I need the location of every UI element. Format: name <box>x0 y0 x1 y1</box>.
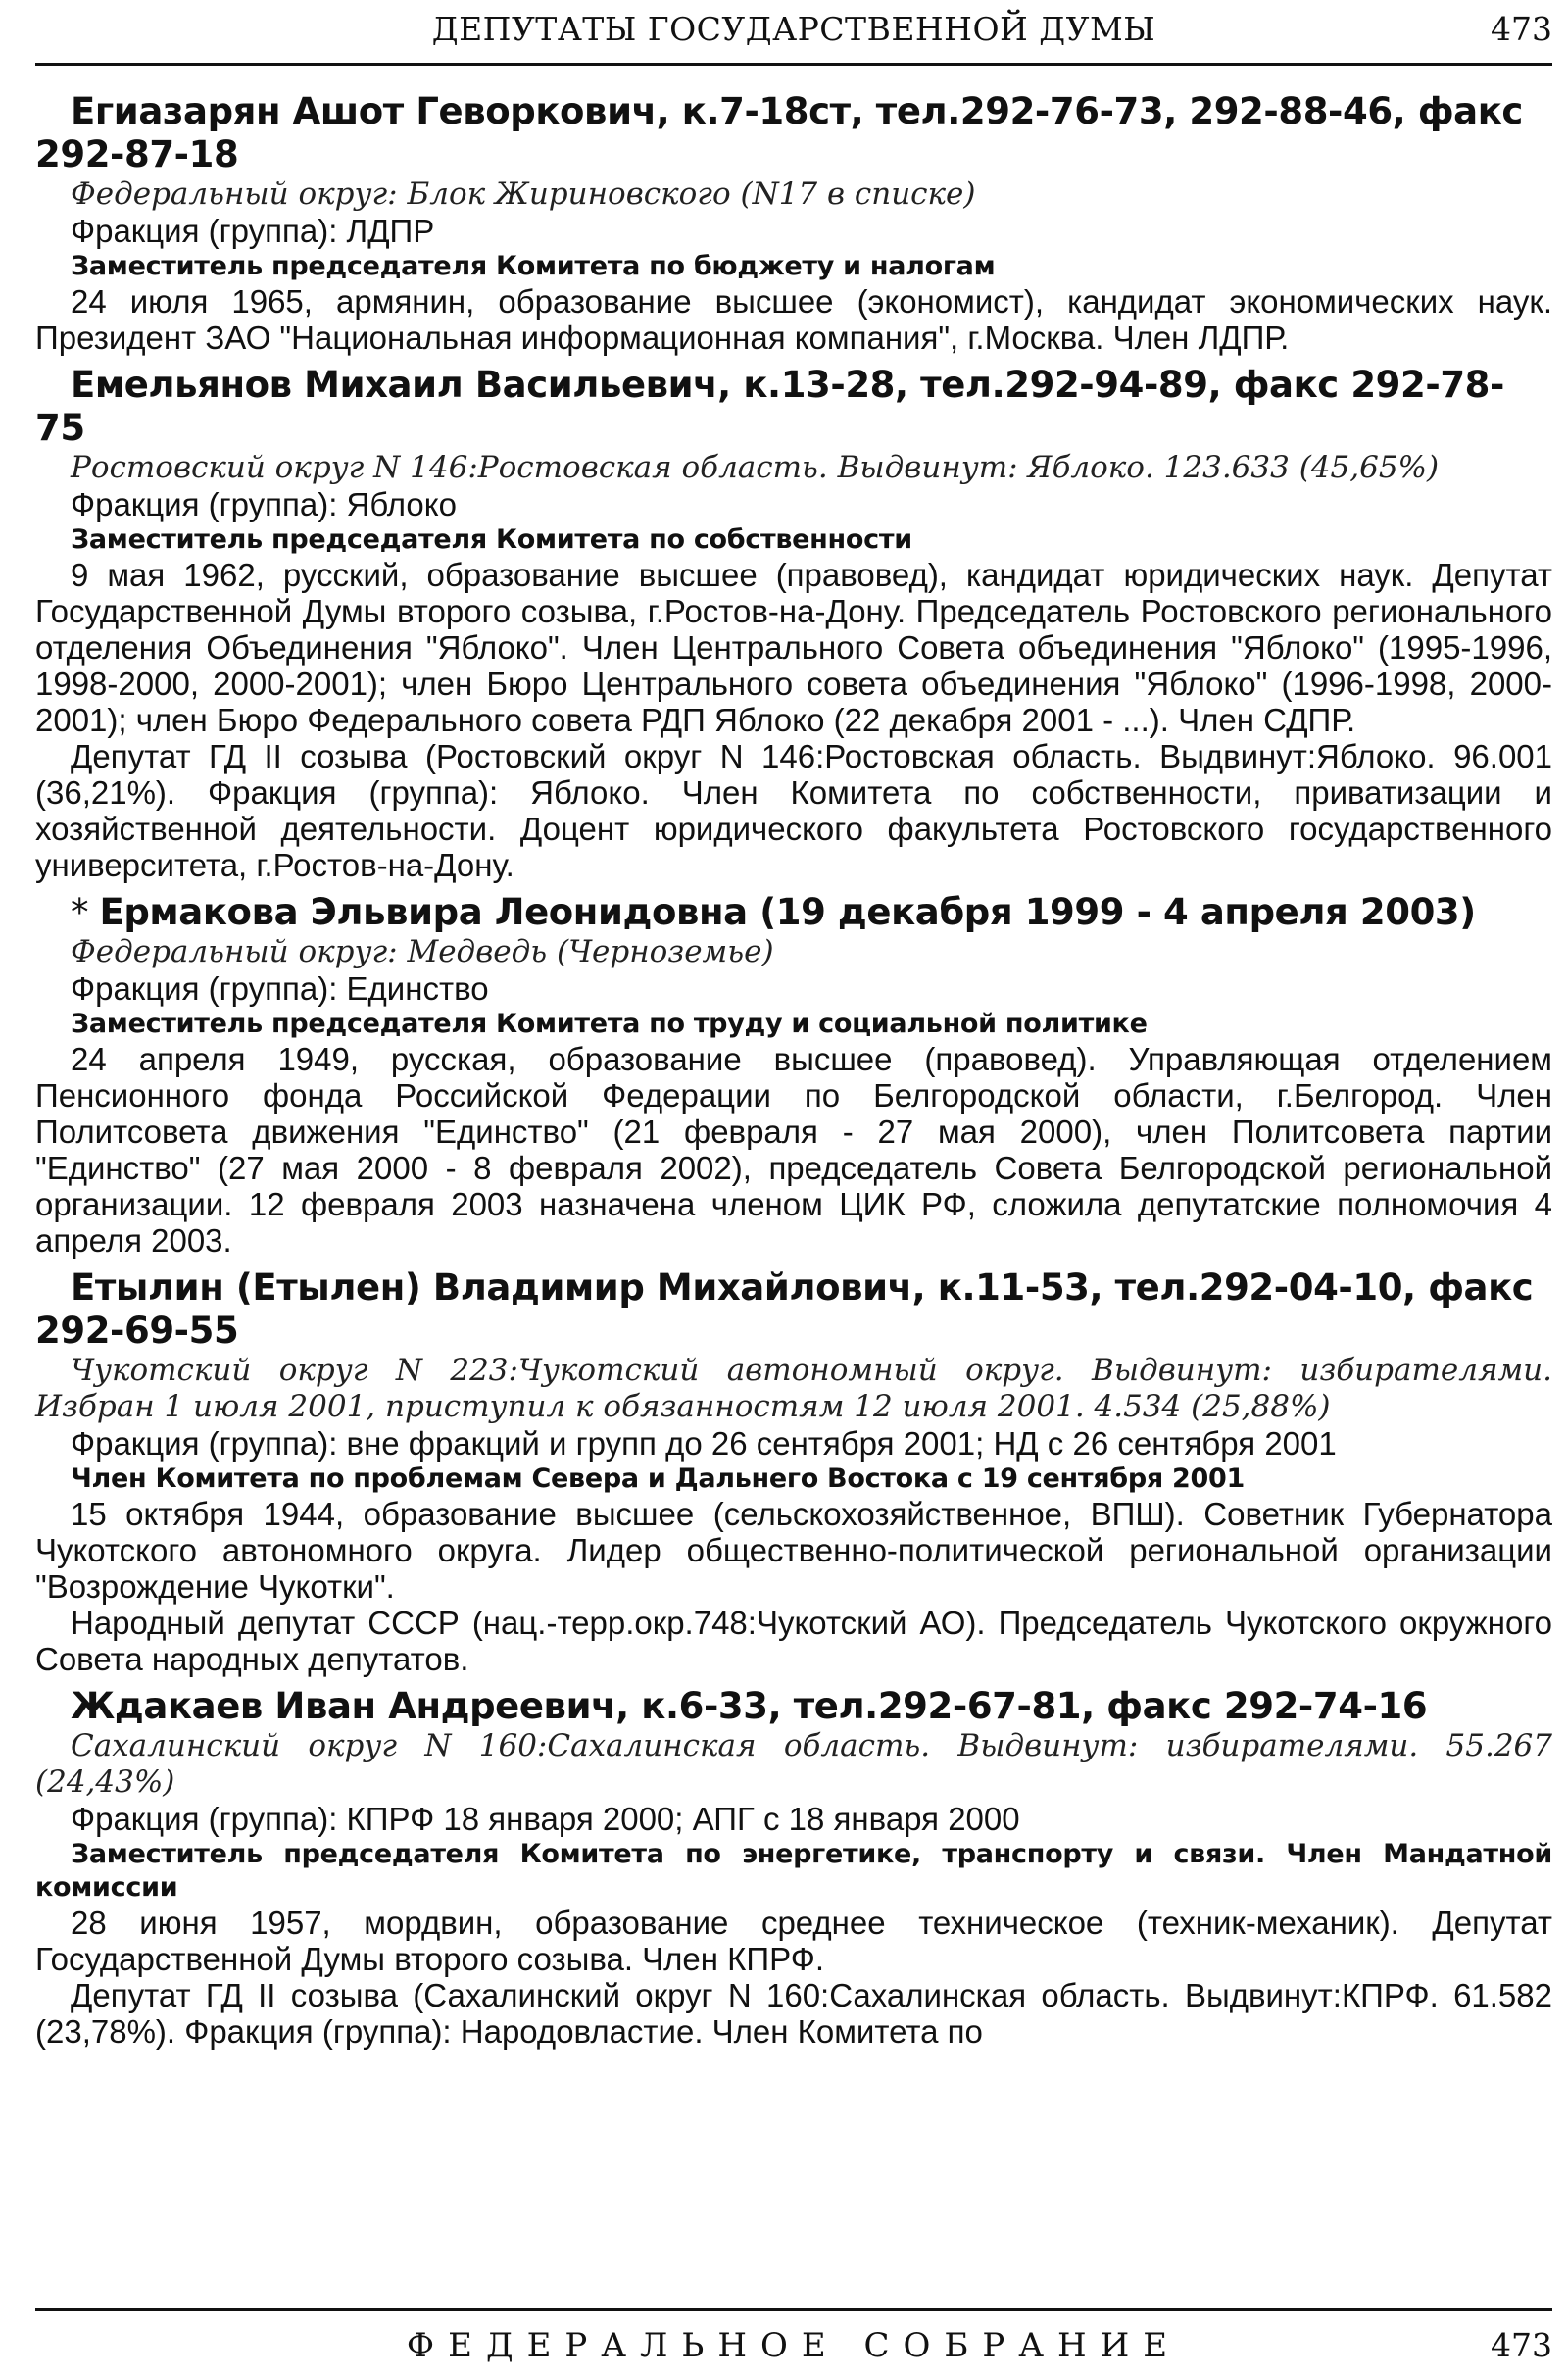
deputy-district: Федеральный округ: Блок Жириновского (N17 в списке) <box>71 176 976 212</box>
footer-rule <box>35 2308 1552 2311</box>
footer-title: ФЕДЕРАЛЬНОЕ СОБРАНИЕ <box>406 2326 1182 2365</box>
deputy-faction: Фракция (группа): Яблоко <box>71 486 457 522</box>
deputy-bio: 9 мая 1962, русский, образование высшее (правовед), кандидат юридических наук. Депутат Государственной Думы второго созыва, г.Ростов-на-Дону. Председатель Ростовского регионального отделения Объединения "Яблоко". Член Центрального Совета объединения "Яблоко" (1995-1996, 1998-2000, 2000-2001); член Бюро Центрального совета объединения "Яблоко" (1996-1998, 2000-2001); член Бюро Федерального совета РДП Яблоко (22 декабря 2001 - ...). Член СДПР. <box>35 557 1552 738</box>
running-header <box>35 6 1552 61</box>
running-footer <box>35 2308 1552 2379</box>
deputy-district: Сахалинский округ N 160:Сахалинская область. Выдвинут: избирателями. 55.267 (24,43%) <box>35 1728 1552 1800</box>
deputy-post: Заместитель председателя Комитета по бюджету и налогам <box>71 251 996 281</box>
deputy-entry <box>35 1685 1552 2050</box>
deputy-district: Чукотский округ N 223:Чукотский автономный округ. Выдвинут: избирателями. Избран 1 июля 2001, приступил к обязанностям 12 июля 2001. 4.534 (25,88%) <box>35 1353 1552 1424</box>
deputy-faction: Фракция (группа): вне фракций и групп до 26 сентября 2001; НД с 26 сентября 2001 <box>71 1425 1337 1462</box>
deputy-bio: Народный депутат СССР (нац.-терр.окр.748:Чукотский АО). Председатель Чукотского окружного Совета народных депутатов. <box>35 1605 1552 1677</box>
deputy-bio: 15 октября 1944, образование высшее (сельскохозяйственное, ВПШ). Советник Губернатора Чукотского автономного округа. Лидер общественно-политической региональной организации "Возрождение Чукотки". <box>35 1496 1552 1605</box>
deputies-list <box>35 90 1552 2057</box>
deputy-entry <box>35 90 1552 356</box>
deputy-entry <box>35 1266 1552 1677</box>
footer-page-number: 473 <box>1491 2326 1552 2364</box>
deputy-name: * Ермакова Эльвира Леонидовна (19 декабря 1999 - 4 апреля 2003) <box>71 891 1476 933</box>
document-page <box>35 0 1552 2379</box>
deputy-entry <box>35 891 1552 1259</box>
deputy-name: Етылин (Етылен) Владимир Михайлович, к.11-53, тел.292-04-10, факс 292-69-55 <box>35 1266 1534 1352</box>
deputy-district: Ростовский округ N 146:Ростовская область. Выдвинут: Яблоко. 123.633 (45,65%) <box>71 450 1440 485</box>
header-page-number: 473 <box>1491 10 1552 48</box>
deputy-post: Член Комитета по проблемам Севера и Дальнего Востока с 19 сентября 2001 <box>71 1463 1245 1494</box>
deputy-faction: Фракция (группа): КПРФ 18 января 2000; АПГ с 18 января 2000 <box>71 1801 1020 1837</box>
deputy-district: Федеральный округ: Медведь (Черноземье) <box>71 934 774 969</box>
deputy-name: Емельянов Михаил Васильевич, к.13-28, тел.292-94-89, факс 292-78-75 <box>35 364 1504 449</box>
deputy-name: Егиазарян Ашот Геворкович, к.7-18ст, тел.292-76-73, 292-88-46, факс 292-87-18 <box>35 90 1523 175</box>
deputy-bio: Депутат ГД II созыва (Сахалинский округ N 160:Сахалинская область. Выдвинут:КПРФ. 61.582 (23,78%). Фракция (группа): Народовластие. Член Комитета по <box>35 1977 1552 2050</box>
header-title: ДЕПУТАТЫ ГОСУДАРСТВЕННОЙ ДУМЫ <box>431 10 1156 48</box>
deputy-post: Заместитель председателя Комитета по труду и социальной политике <box>71 1009 1148 1039</box>
deputy-name: Ждакаев Иван Андреевич, к.6-33, тел.292-67-81, факс 292-74-16 <box>71 1685 1428 1727</box>
deputy-faction: Фракция (группа): Единство <box>71 970 489 1007</box>
header-rule <box>35 63 1552 66</box>
deputy-bio: 28 июня 1957, мордвин, образование среднее техническое (техник-механик). Депутат Государственной Думы второго созыва. Член КПРФ. <box>35 1905 1552 1977</box>
deputy-bio: 24 июля 1965, армянин, образование высшее (экономист), кандидат экономических наук. Президент ЗАО "Национальная информационная компания", г.Москва. Член ЛДПР. <box>35 283 1552 356</box>
deputy-post: Заместитель председателя Комитета по энергетике, транспорту и связи. Член Мандатной комиссии <box>35 1839 1552 1903</box>
deputy-post: Заместитель председателя Комитета по собственности <box>71 524 912 555</box>
deputy-bio: Депутат ГД II созыва (Ростовский округ N 146:Ростовская область. Выдвинут:Яблоко. 96.001 (36,21%). Фракция (группа): Яблоко. Член Комитета по собственности, приватизации и хозяйственной деятельности. Доцент юридического факультета Ростовского государственного университета, г.Ростов-на-Дону. <box>35 738 1552 883</box>
deputy-bio: 24 апреля 1949, русская, образование высшее (правовед). Управляющая отделением Пенсионного фонда Российской Федерации по Белгородской области, г.Белгород. Член Политсовета движения "Единство" (21 февраля - 27 мая 2000), член Политсовета партии "Единство" (27 мая 2000 - 8 февраля 2002), председатель Совета Белгородской региональной организации. 12 февраля 2003 назначена членом ЦИК РФ, сложила депутатские полномочия 4 апреля 2003. <box>35 1041 1552 1259</box>
deputy-faction: Фракция (группа): ЛДПР <box>71 213 435 249</box>
deputy-entry <box>35 364 1552 883</box>
